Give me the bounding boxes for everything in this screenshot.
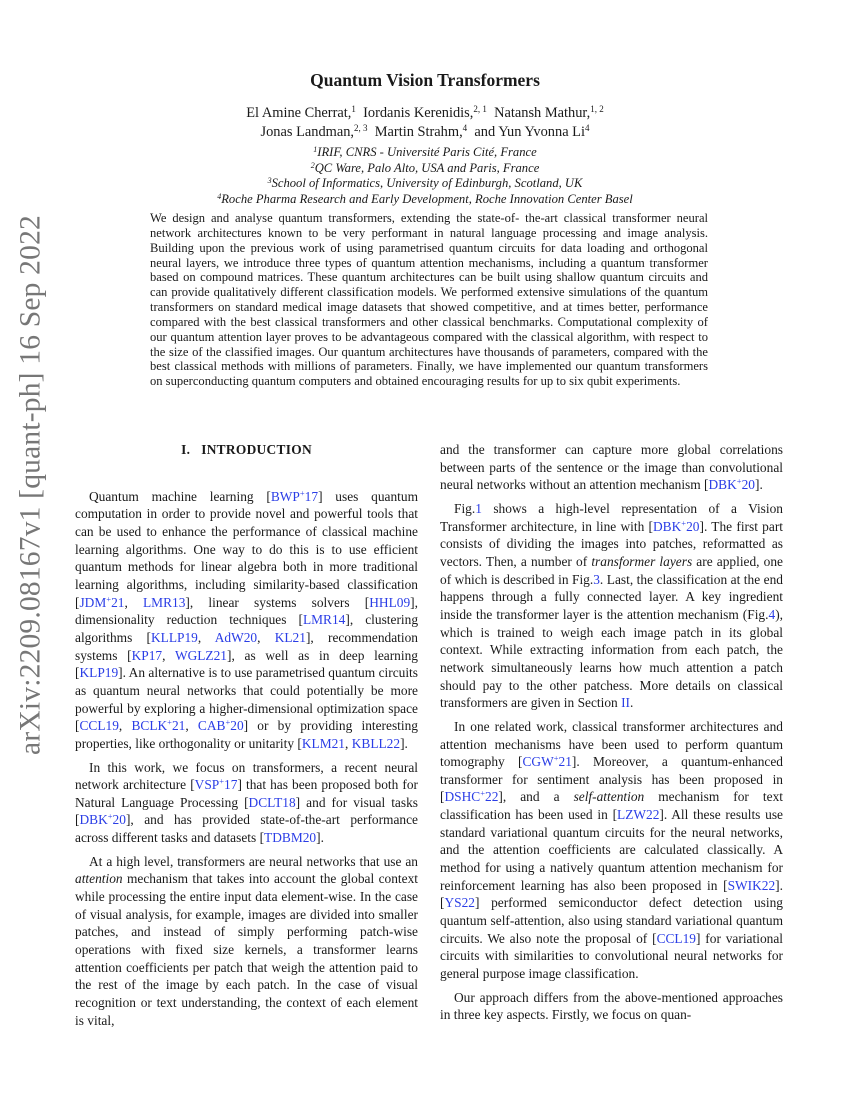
affiliation: $^4$Roche Pharma Research and Early Development, Roche Innovation Center Basel bbox=[217, 191, 633, 206]
citation-link[interactable]: CCL19 bbox=[656, 930, 696, 946]
left-column bbox=[75, 441, 418, 1035]
citation-link[interactable]: JDM+21 bbox=[79, 593, 125, 610]
citation-link[interactable]: DSHC+22 bbox=[444, 788, 499, 805]
paper-title: Quantum Vision Transformers bbox=[310, 70, 540, 90]
citation-link[interactable]: BWP+17 bbox=[270, 487, 319, 504]
emphasis-text: attention bbox=[75, 871, 123, 887]
affiliation: $^1$IRIF, CNRS - Université Paris Cité, France bbox=[313, 145, 537, 159]
body-paragraph: In one related work, classical transformer architectures and attention mechanisms have been used to perform quantum tomography [CGW+21]. Moreover, a quantum-enhanced transformer for sentiment analysis has been proposed in [DSHC+22], and a self-attention mechanism for text classification has been used in [LZW22]. All these results use standard variational quantum circuits for the neural networks, and the attention coefficients are calculated classically. A method for using a natively quantum attention mechanism for reinforcement learning has also been proposed in [SWIK22]. [YS22] performed semiconductor defect detection using quantum self-attention, also using standard variational quantum circuits. We also note the proposal of [CCL19] for variational circuits with similarities to convolutional neural networks for general purpose image classification. bbox=[440, 718, 783, 982]
body-paragraph: Fig.1 shows a high-level representation of a Vision Transformer architecture, in line with [DBK+20]. The first part consists of dividing the images into patches, reformatted as vectors. Then, a number of transformer layers are applied, one of which is described in Fig.3. Last, the classification at the end happens through a fully connected layer. A key ingredient inside the transformer layer is the attention mechanism (Fig.4), which is trained to weigh each image patch in its global context. While extracting information from each patch, the network simultaneously learns how much attention a patch should pay to the other patchess. More details on classical transformers are given in Section II. bbox=[440, 500, 783, 711]
citation-link[interactable]: LZW22 bbox=[617, 807, 660, 823]
author: Jonas Landman,$^{2, 3}$ bbox=[260, 123, 368, 140]
author: El Amine Cherrat,$^1$ bbox=[246, 104, 356, 121]
emphasis-text: self-attention bbox=[573, 789, 645, 805]
affiliation: $^2$QC Ware, Palo Alto, USA and Paris, France bbox=[310, 160, 540, 175]
affiliations bbox=[130, 145, 720, 207]
citation-link[interactable]: BCLK+21 bbox=[131, 717, 186, 734]
affiliation: $^3$School of Informatics, University of Edinburgh, Scotland, UK bbox=[267, 176, 583, 190]
author: and Yun Yvonna Li$^4$ bbox=[474, 123, 590, 140]
citation-link[interactable]: CAB+20 bbox=[197, 717, 244, 734]
citation-link[interactable]: DBK+20 bbox=[79, 811, 126, 828]
citation-link[interactable]: KLP19 bbox=[79, 665, 119, 681]
citation-link[interactable]: HHL09 bbox=[369, 594, 411, 610]
citation-link[interactable]: 1 bbox=[475, 500, 482, 516]
body-paragraph: At a high level, transformers are neural networks that use an attention mechanism that takes into account the global context while processing the entire input data element-wise. In the case of visual analysis, for example, images are divided into smaller patches, and instead of simply performing patch-wise operations with fixed size kernels, a transformer learns attention coefficients per patch that weigh the attention paid to the rest of the image by each patch. In the case of visual recognition or text understanding, the context of each element is vital, bbox=[75, 853, 418, 1028]
arxiv-identifier: arXiv:2209.08167v1 [quant-ph] 16 Sep 2022 bbox=[14, 215, 47, 755]
citation-link[interactable]: YS22 bbox=[444, 895, 475, 911]
author: Iordanis Kerenidis,$^{2, 1}$ bbox=[363, 104, 487, 121]
body-paragraph: Quantum machine learning [BWP+17] uses quantum computation in order to provide novel and powerful tools that can be used to enhance the performance of classical machine learning algorithms. One way to do this is to use efficient quantum methods for linear algebra both in more traditional learning algorithms, including similarity-based classification [JDM+21, LMR13], linear systems solvers [HHL09], dimensionality reduction techniques [LMR14], clustering algorithms [KLLP19, AdW20, KL21], recommendation systems [KP17, WGLZ21], as well as in deep learning [KLP19]. An alternative is to use parametrised quantum circuits as quantum neural networks that could potentially be more powerful by exploring a higher-dimensional optimization space [CCL19, BCLK+21, CAB+20] or by providing interesting properties, like orthogonality or unitarity [KLM21, KBLL22]. bbox=[75, 487, 419, 751]
author: Natansh Mathur,$^{1, 2}$ bbox=[494, 104, 604, 121]
body-paragraph: Our approach differs from the above-mentioned approaches in three key aspects. Firstly, we focus on quan- bbox=[440, 989, 783, 1023]
right-column bbox=[440, 441, 783, 1030]
citation-link[interactable]: DBK+20 bbox=[653, 517, 700, 534]
citation-link[interactable]: CCL19 bbox=[79, 718, 119, 734]
citation-link[interactable]: 4 bbox=[768, 606, 776, 622]
citation-link[interactable]: KLLP19 bbox=[150, 629, 198, 645]
emphasis-text: transformer layers bbox=[591, 553, 693, 569]
abstract: We design and analyse quantum transformers, extending the state-of- the-art classical transformer neural network architectures known to be very performant in natural language processing and image analysis. Building upon the previous work of using parametrised quantum circuits for data loading and orthogonal neural layers, we introduce three types of quantum attention mechanisms, including a quantum transformer based on compound matrices. These quantum architectures can be built using shallow quantum circuits and can provide qualitatively different classification models. We performed extensive simulations of the quantum transformers on standard medical image datasets that showed competitive, and at times better, performance compared with the best classical transformers and other classical benchmarks. Computational complexity of our quantum attention layer proves to be advantageous compared with the classical algorithm, with respect to the size of the classified images. Our quantum architectures have thousands of parameters, compared with the best classical methods with millions of parameters. Finally, we have implemented our quantum transformers on superconducting quantum computers and obtained encouraging results for up to six qubit experiments. bbox=[150, 211, 708, 389]
citation-link[interactable]: LMR13 bbox=[142, 594, 186, 610]
citation-link[interactable]: DBK+20 bbox=[708, 476, 755, 493]
author: Martin Strahm,$^4$ bbox=[374, 123, 468, 140]
citation-link[interactable]: KBLL22 bbox=[351, 735, 401, 751]
citation-link[interactable]: II bbox=[621, 695, 631, 711]
citation-link[interactable]: WGLZ21 bbox=[174, 647, 227, 663]
citation-link[interactable]: KLM21 bbox=[301, 735, 346, 751]
citation-link[interactable]: VSP+17 bbox=[194, 776, 238, 793]
citation-link[interactable]: KP17 bbox=[131, 647, 163, 663]
citation-link[interactable]: 3 bbox=[593, 571, 600, 587]
citation-link[interactable]: LMR14 bbox=[302, 612, 346, 628]
arxiv-sidebar bbox=[0, 0, 62, 1100]
citation-link[interactable]: CGW+21 bbox=[522, 753, 572, 770]
body-paragraph: In this work, we focus on transformers, a recent neural network architecture [VSP+17] that has been proposed both for Natural Language Processing [DCLT18] and for visual tasks [DBK+20], and has provided state-of-the-art performance across different tasks and datasets [TDBM20]. bbox=[75, 759, 418, 846]
citation-link[interactable]: SWIK22 bbox=[727, 877, 776, 893]
body-paragraph: and the transformer can capture more global correlations between parts of the sentence or the image than convolutional neural networks without an attention mechanism [DBK+20]. bbox=[440, 442, 783, 493]
section-heading: I. INTRODUCTION bbox=[181, 442, 312, 457]
citation-link[interactable]: DCLT18 bbox=[248, 794, 296, 810]
citation-link[interactable]: KL21 bbox=[274, 629, 306, 645]
authors-line-1 bbox=[140, 104, 710, 123]
authors-line-2 bbox=[140, 123, 710, 142]
citation-link[interactable]: TDBM20 bbox=[264, 830, 317, 846]
citation-link[interactable]: AdW20 bbox=[214, 629, 258, 645]
